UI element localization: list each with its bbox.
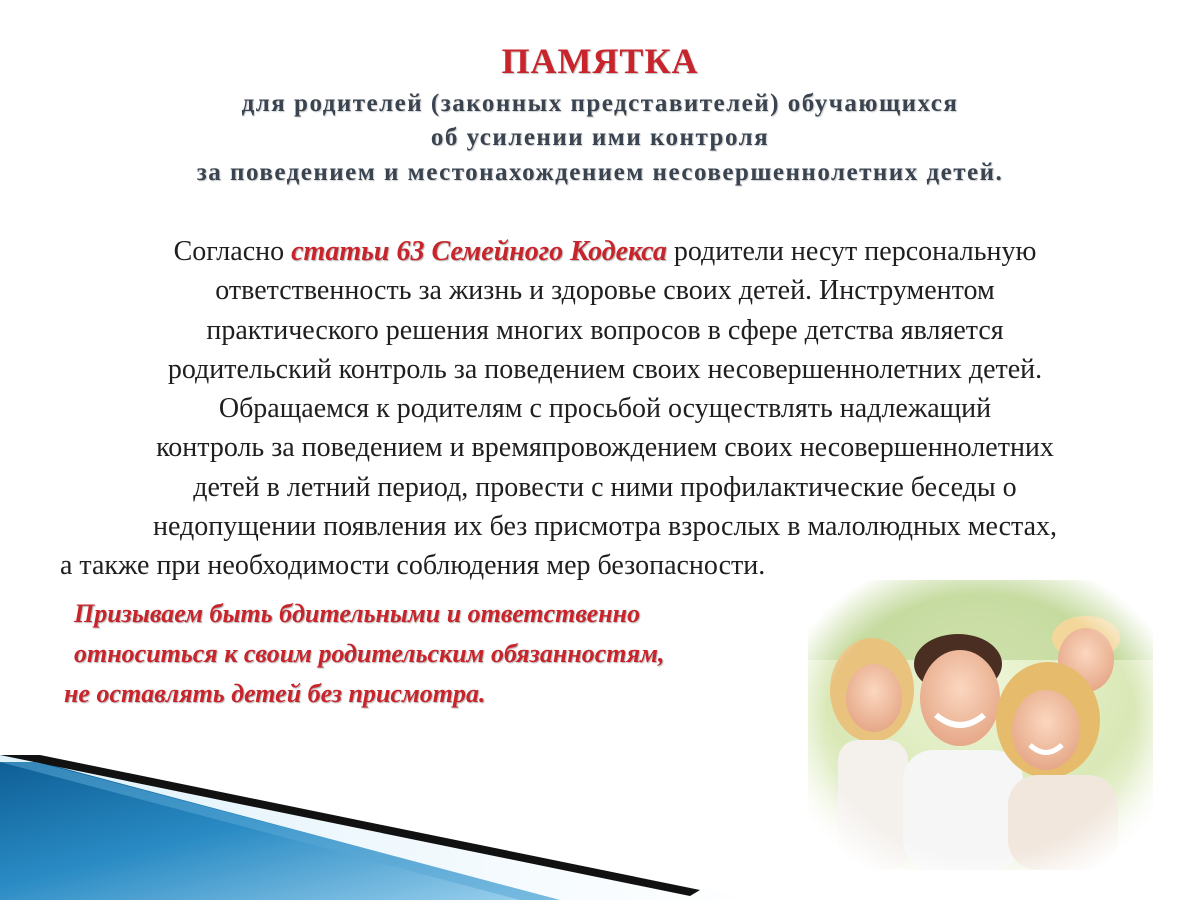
appeal-block [64,594,824,714]
appeal-line-1: Призываем быть бдительными и ответственно [74,599,641,628]
body-line-1-prefix: Согласно [173,236,292,267]
subtitle-line-1: для родителей (законных представителей) обучающихся [241,90,959,117]
decorative-swoosh [0,700,760,900]
family-photo-icon [808,580,1153,870]
appeal-line-2: относиться к своим родительским обязанностям, [74,639,665,668]
subtitle-line-2: об усилении ими контроля [430,124,770,151]
page-title: ПАМЯТКА [501,41,699,81]
family-photo-illustration [808,580,1153,870]
body-line-9: а также при необходимости соблюдения мер безопасности. [60,550,766,582]
body-line-6: контроль за поведением и времяпровождением своих несовершеннолетних [156,432,1054,464]
appeal-line-3: не оставлять детей без присмотра. [64,679,486,708]
body-line-4: родительский контроль за поведением своих несовершеннолетних детей. [167,353,1043,385]
body-line-1 [60,232,1150,271]
body-paragraph [60,232,1150,586]
subtitle-line-3: за поведением и местонахождением несовершеннолетних детей. [196,159,1004,186]
body-line-1-suffix: родители несут персональную [666,236,1037,267]
body-line-2: ответственность за жизнь и здоровье своих детей. Инструментом [215,275,995,307]
body-line-5: Обращаемся к родителям с просьбой осуществлять надлежащий [218,393,992,425]
body-line-3: практического решения многих вопросов в сфере детства является [206,314,1004,346]
body-line-7: детей в летний период, провести с ними профилактические беседы о [193,471,1017,503]
family-code-reference: статьи 63 Семейного Кодекса [291,236,667,267]
body-line-8: недопущении появления их без присмотра взрослых в малолюдных местах, [152,511,1058,543]
